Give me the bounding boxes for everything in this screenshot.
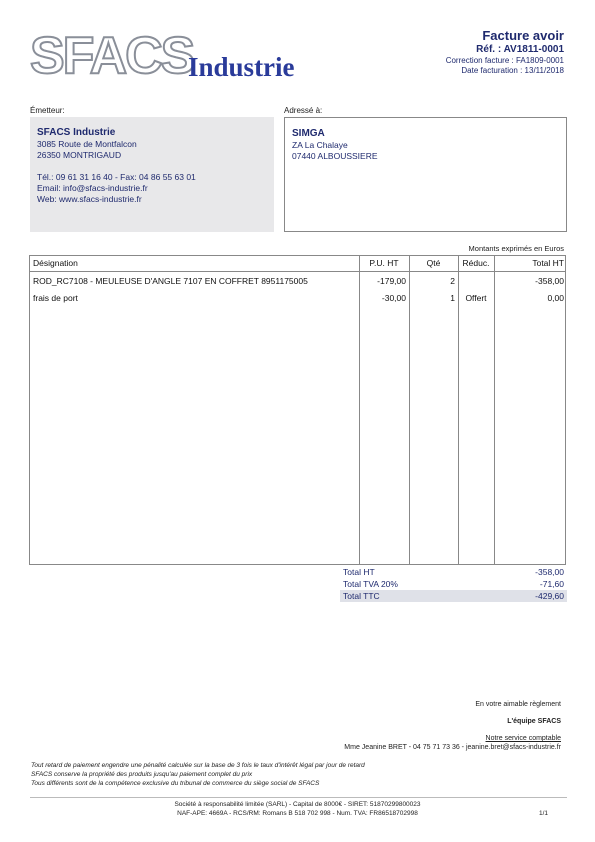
logo-subbrand: Industrie xyxy=(188,52,295,82)
col-total: Total HT xyxy=(532,258,564,268)
recipient-box xyxy=(284,117,567,232)
company-logo xyxy=(30,28,320,88)
recipient-label: Adressé à: xyxy=(284,106,323,115)
legal-line: Tous différents sont de la compétence exclusive du tribunal de commerce du siège social de SFACS xyxy=(31,780,320,787)
recipient-address1: ZA La Chalaye xyxy=(292,140,348,150)
closing-contact: Mme Jeanine BRET - 04 75 71 73 36 - jeanine.bret@sfacs-industrie.fr xyxy=(344,744,561,751)
page-number: 1/1 xyxy=(538,810,548,817)
invoice-date: Date facturation : 13/11/2018 xyxy=(461,66,564,75)
row-total: 0,00 xyxy=(547,293,564,303)
emitter-web: Web: www.sfacs-industrie.fr xyxy=(37,194,142,204)
invoice-title: Facture avoir xyxy=(482,28,564,43)
emitter-box xyxy=(30,117,274,232)
emitter-address1: 3085 Route de Montfalcon xyxy=(37,139,137,149)
footer-divider xyxy=(30,797,567,798)
total-ttc-value: -429,60 xyxy=(535,591,564,601)
legal-line: SFACS conserve la propriété des produits jusqu'au paiement complet du prix xyxy=(31,771,253,778)
legal-notice xyxy=(31,761,365,788)
emitter-phone: Tél.: 09 61 31 16 40 - Fax: 04 86 55 63 01 xyxy=(37,172,196,182)
invoice-correction: Correction facture : FA1809-0001 xyxy=(445,56,564,65)
col-qty: Qté xyxy=(426,258,441,268)
total-tva-value: -71,60 xyxy=(539,579,564,589)
col-discount: Réduc. xyxy=(462,258,490,268)
row-qty: 2 xyxy=(450,276,455,286)
total-ht-row xyxy=(340,566,567,578)
recipient-address2: 07440 ALBOUSSIERE xyxy=(292,151,378,161)
legal-line: Tout retard de paiement engendre une pénalité calculée sur la base de 3 fois le taux d'intérêt légal par jour de retard xyxy=(31,762,365,769)
company-line1: Société à responsabilité limitée (SARL) - Capital de 8000€ - SIRET: 51870299800023 xyxy=(174,801,421,808)
invoice-ref: Réf. : AV1811-0001 xyxy=(476,44,564,55)
recipient-name: SIMGA xyxy=(292,128,325,139)
invoice-header xyxy=(446,29,564,76)
total-ttc-row xyxy=(340,590,567,602)
row-discount: Offert xyxy=(465,293,487,303)
row-designation: frais de port xyxy=(33,293,78,303)
row-pu: -179,00 xyxy=(377,276,406,286)
items-table xyxy=(29,255,566,565)
emitter-address2: 26350 MONTRIGAUD xyxy=(37,150,122,160)
total-ht-value: -358,00 xyxy=(535,567,564,577)
total-tva-row xyxy=(340,578,567,590)
total-ttc-label: Total TTC xyxy=(343,591,380,601)
total-tva-label: Total TVA 20% xyxy=(343,579,398,589)
total-ht-label: Total HT xyxy=(343,567,375,577)
closing-greeting: En votre aimable règlement xyxy=(475,701,561,708)
row-total: -358,00 xyxy=(535,276,564,286)
row-pu: -30,00 xyxy=(381,293,406,303)
row-designation: ROD_RC7108 - MEULEUSE D'ANGLE 7107 EN COFFRET 8951175005 xyxy=(33,276,308,286)
logo-brand: SFACS xyxy=(30,27,194,85)
company-info xyxy=(0,800,595,818)
emitter-label: Émetteur: xyxy=(30,106,65,115)
row-qty: 1 xyxy=(450,293,455,303)
currency-note: Montants exprimés en Euros xyxy=(468,244,564,253)
emitter-name: SFACS Industrie xyxy=(37,127,116,138)
emitter-email: Email: info@sfacs-industrie.fr xyxy=(37,183,148,193)
col-pu: P.U. HT xyxy=(369,258,399,268)
closing-team: L'équipe SFACS xyxy=(507,718,561,725)
company-line2: NAF-APE: 4669A - RCS/RM: Romans B 518 702 998 - Num. TVA: FR86518702998 xyxy=(177,810,418,817)
col-designation: Désignation xyxy=(33,258,78,268)
closing-service: Notre service comptable xyxy=(485,735,561,742)
